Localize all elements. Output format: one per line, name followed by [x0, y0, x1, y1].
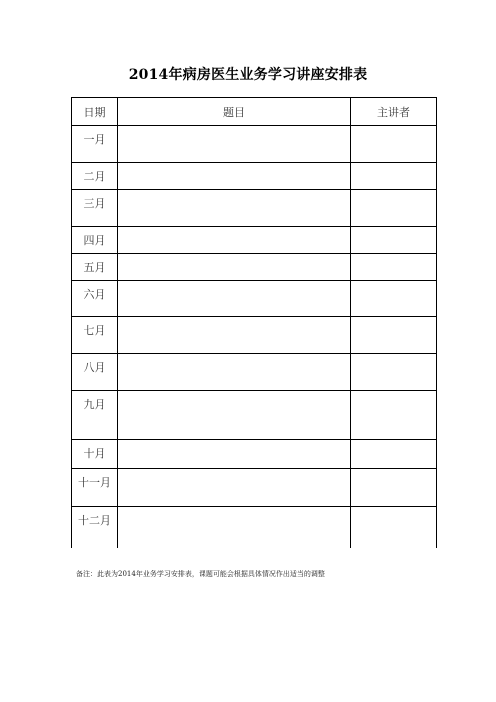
month-cell: 五月 — [72, 254, 118, 281]
table-row — [72, 126, 437, 163]
table-row — [72, 469, 437, 507]
topic-cell — [118, 440, 351, 469]
topic-cell — [118, 507, 351, 548]
header-topic: 题目 — [118, 98, 351, 126]
table-row — [72, 254, 437, 281]
speaker-cell — [351, 354, 437, 391]
month-cell: 八月 — [72, 354, 118, 391]
topic-cell — [118, 317, 351, 354]
topic-cell — [118, 190, 351, 227]
footnote: 备注：此表为2014年业务学习安排表，课题可能会根据具体情况作出适当的调整 — [76, 570, 325, 578]
topic-cell — [118, 354, 351, 391]
header-date: 日期 — [72, 98, 118, 126]
month-cell: 十月 — [72, 440, 118, 469]
speaker-cell — [351, 391, 437, 440]
month-cell: 九月 — [72, 391, 118, 440]
table-row — [72, 507, 437, 548]
topic-cell — [118, 254, 351, 281]
speaker-cell — [351, 190, 437, 227]
table-row — [72, 190, 437, 227]
table-row — [72, 163, 437, 190]
month-cell: 二月 — [72, 163, 118, 190]
month-cell: 四月 — [72, 227, 118, 254]
topic-cell — [118, 227, 351, 254]
speaker-cell — [351, 163, 437, 190]
topic-cell — [118, 163, 351, 190]
topic-cell — [118, 391, 351, 440]
speaker-cell — [351, 227, 437, 254]
table-row — [72, 227, 437, 254]
table-row — [72, 281, 437, 317]
table-row — [72, 391, 437, 440]
month-cell: 六月 — [72, 281, 118, 317]
speaker-cell — [351, 254, 437, 281]
speaker-cell — [351, 507, 437, 548]
month-cell: 七月 — [72, 317, 118, 354]
table-row — [72, 440, 437, 469]
table-row — [72, 354, 437, 391]
table-row — [72, 317, 437, 354]
speaker-cell — [351, 281, 437, 317]
month-cell: 十二月 — [72, 507, 118, 548]
topic-cell — [118, 469, 351, 507]
page-title: 2014年病房医生业务学习讲座安排表 — [128, 67, 368, 83]
month-cell: 一月 — [72, 126, 118, 163]
month-cell: 三月 — [72, 190, 118, 227]
topic-cell — [118, 126, 351, 163]
header-speaker: 主讲者 — [351, 98, 437, 126]
schedule-table — [71, 97, 437, 548]
topic-cell — [118, 281, 351, 317]
speaker-cell — [351, 126, 437, 163]
table-header-row — [72, 98, 437, 126]
speaker-cell — [351, 469, 437, 507]
speaker-cell — [351, 317, 437, 354]
month-cell: 十一月 — [72, 469, 118, 507]
speaker-cell — [351, 440, 437, 469]
